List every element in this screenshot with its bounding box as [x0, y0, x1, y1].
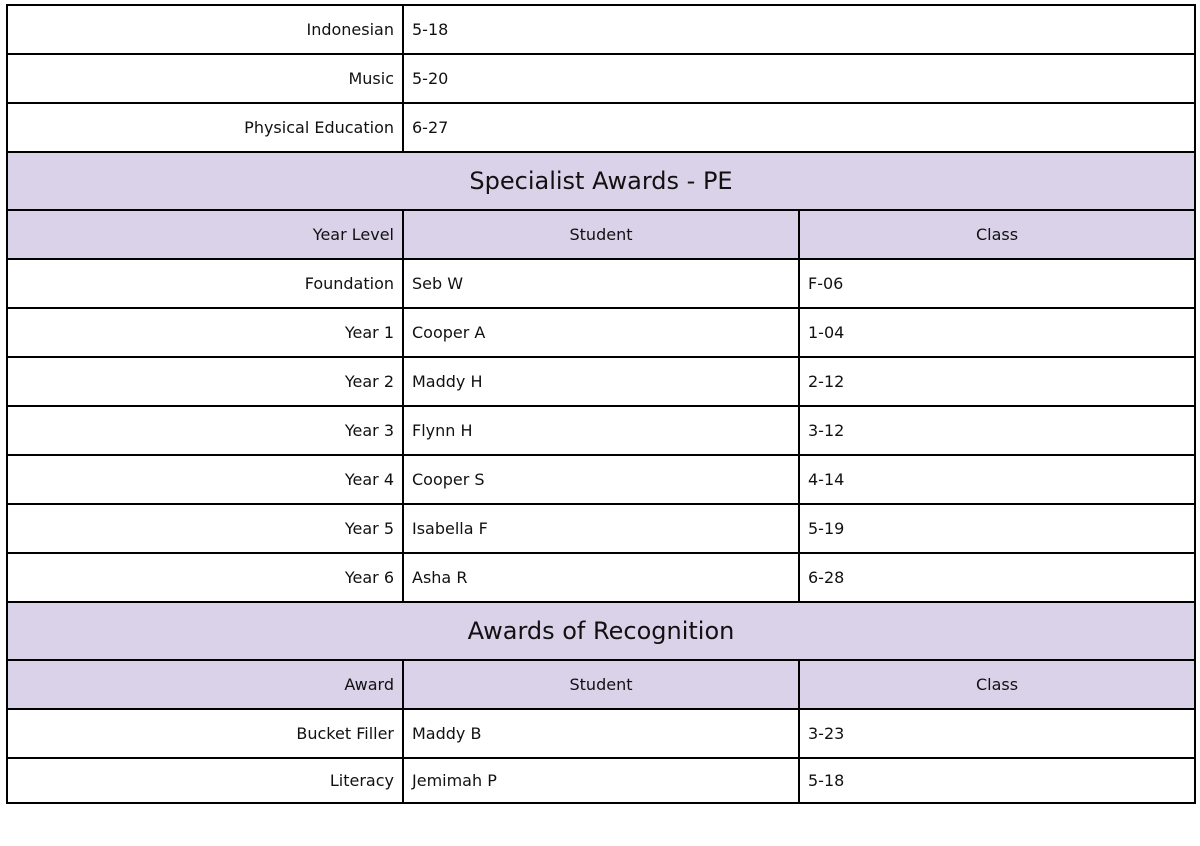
year-level-cell: Year 2 [7, 357, 403, 406]
year-level-cell: Year 3 [7, 406, 403, 455]
specialist-awards-section [7, 152, 1195, 210]
class-cell: 3-23 [799, 709, 1195, 758]
student-cell: Jemimah P [403, 758, 799, 803]
class-cell: 1-04 [799, 308, 1195, 357]
recognition-awards-section [7, 602, 1195, 660]
table-row [7, 455, 1195, 504]
award-cell: Literacy [7, 758, 403, 803]
subject-name: Music [7, 54, 403, 103]
student-cell: Seb W [403, 259, 799, 308]
specialist-awards-header-row [7, 210, 1195, 259]
table-row [7, 709, 1195, 758]
subject-class: 5-18 [403, 5, 1195, 54]
table-row [7, 758, 1195, 803]
awards-table [6, 4, 1196, 804]
class-cell: F-06 [799, 259, 1195, 308]
class-cell: 5-19 [799, 504, 1195, 553]
class-cell: 5-18 [799, 758, 1195, 803]
year-level-cell: Foundation [7, 259, 403, 308]
class-cell: 3-12 [799, 406, 1195, 455]
class-cell: 4-14 [799, 455, 1195, 504]
header-year-level: Year Level [7, 210, 403, 259]
header-award: Award [7, 660, 403, 709]
recognition-awards-title: Awards of Recognition [7, 602, 1195, 660]
student-cell: Cooper S [403, 455, 799, 504]
subject-row [7, 103, 1195, 152]
specialist-awards-title: Specialist Awards - PE [7, 152, 1195, 210]
subject-row [7, 5, 1195, 54]
table-row [7, 504, 1195, 553]
table-row [7, 553, 1195, 602]
student-cell: Maddy B [403, 709, 799, 758]
table-row [7, 308, 1195, 357]
year-level-cell: Year 1 [7, 308, 403, 357]
year-level-cell: Year 5 [7, 504, 403, 553]
table-row [7, 357, 1195, 406]
header-class: Class [799, 660, 1195, 709]
class-cell: 2-12 [799, 357, 1195, 406]
header-student: Student [403, 210, 799, 259]
student-cell: Isabella F [403, 504, 799, 553]
student-cell: Cooper A [403, 308, 799, 357]
year-level-cell: Year 4 [7, 455, 403, 504]
student-cell: Flynn H [403, 406, 799, 455]
subject-name: Indonesian [7, 5, 403, 54]
subject-name: Physical Education [7, 103, 403, 152]
year-level-cell: Year 6 [7, 553, 403, 602]
header-student: Student [403, 660, 799, 709]
award-cell: Bucket Filler [7, 709, 403, 758]
table-row [7, 406, 1195, 455]
student-cell: Maddy H [403, 357, 799, 406]
class-cell: 6-28 [799, 553, 1195, 602]
student-cell: Asha R [403, 553, 799, 602]
subject-row [7, 54, 1195, 103]
recognition-awards-header-row [7, 660, 1195, 709]
header-class: Class [799, 210, 1195, 259]
subject-class: 6-27 [403, 103, 1195, 152]
subject-class: 5-20 [403, 54, 1195, 103]
awards-document [6, 4, 1194, 804]
table-row [7, 259, 1195, 308]
